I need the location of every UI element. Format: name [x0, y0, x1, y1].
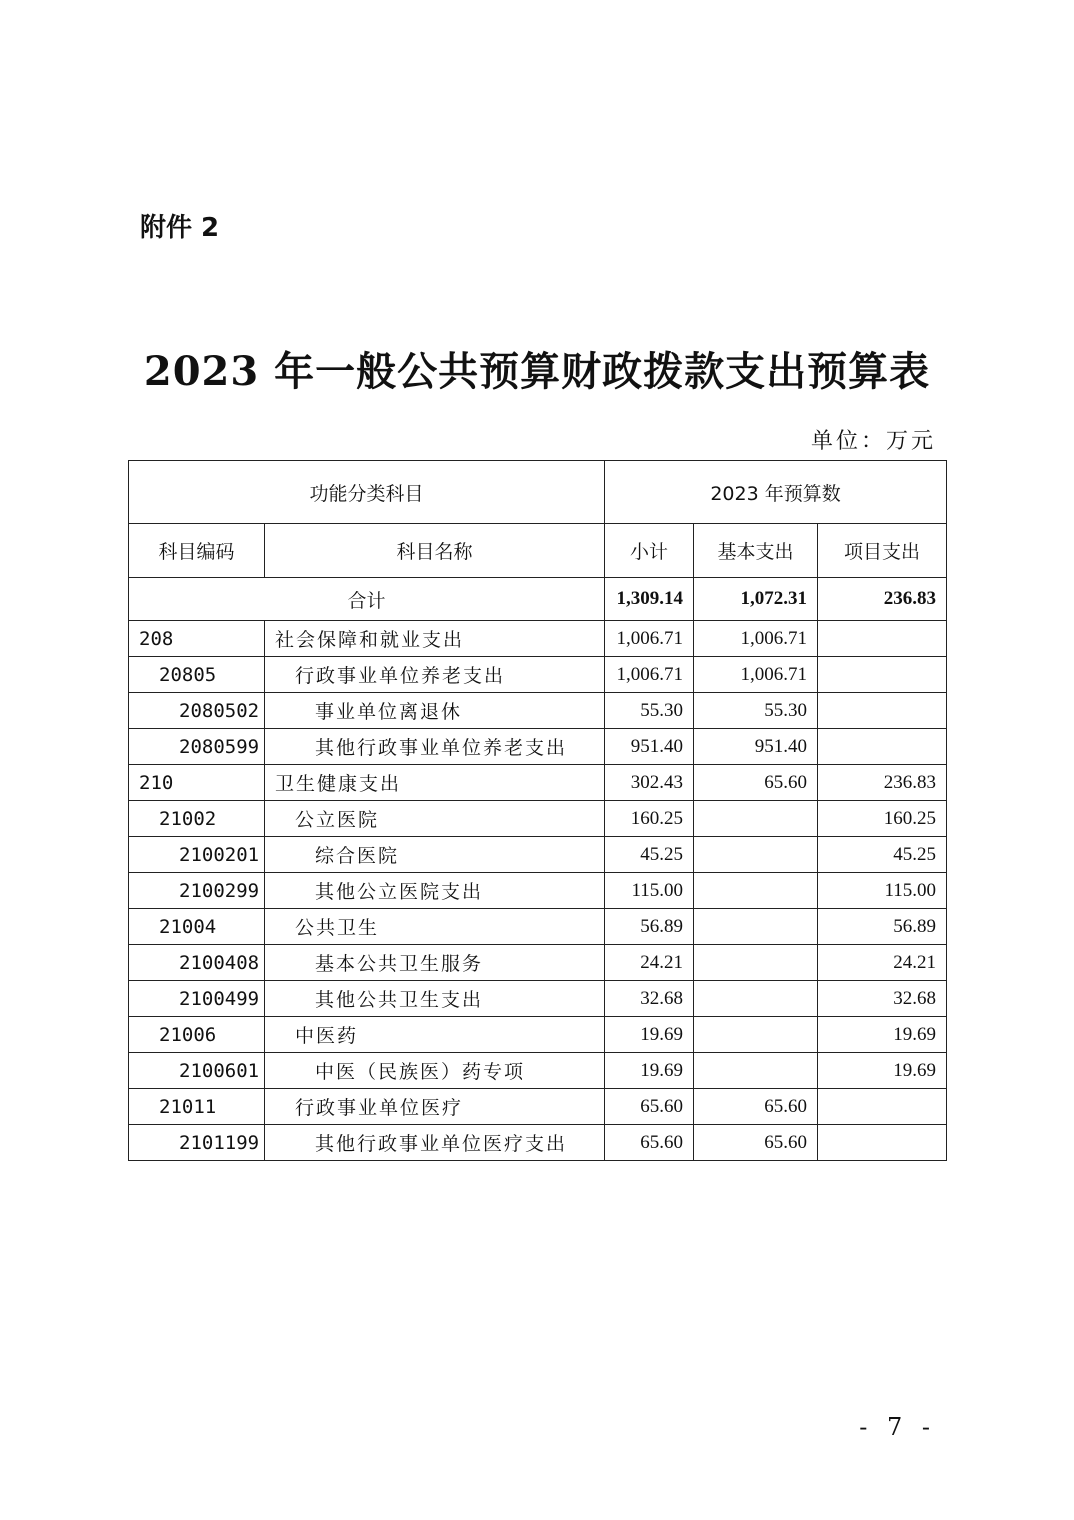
row-code: 210 [129, 765, 265, 801]
row-name: 行政事业单位养老支出 [265, 657, 605, 693]
row-name: 其他公立医院支出 [265, 873, 605, 909]
row-name: 基本公共卫生服务 [265, 945, 605, 981]
row-subtotal: 32.68 [605, 981, 694, 1017]
row-subtotal: 1,006.71 [605, 657, 694, 693]
basic-column-header: 基本支出 [694, 524, 818, 578]
table-row [129, 621, 947, 657]
table-row [129, 693, 947, 729]
row-name: 中医（民族医）药专项 [265, 1053, 605, 1089]
row-project: 24.21 [818, 945, 947, 981]
row-name: 社会保障和就业支出 [265, 621, 605, 657]
row-basic: 65.60 [694, 765, 818, 801]
row-project: 45.25 [818, 837, 947, 873]
table-row [129, 981, 947, 1017]
row-subtotal: 115.00 [605, 873, 694, 909]
row-name: 其他行政事业单位养老支出 [265, 729, 605, 765]
row-name: 中医药 [265, 1017, 605, 1053]
row-project [818, 1125, 947, 1161]
budget-table [128, 460, 947, 1161]
table-row [129, 1125, 947, 1161]
function-category-header: 功能分类科目 [129, 461, 605, 524]
row-name: 公共卫生 [265, 909, 605, 945]
row-subtotal: 302.43 [605, 765, 694, 801]
group-header-row [129, 461, 947, 524]
row-subtotal: 56.89 [605, 909, 694, 945]
row-name: 行政事业单位医疗 [265, 1089, 605, 1125]
table-row [129, 1089, 947, 1125]
attachment-label: 附件 2 [140, 213, 220, 243]
row-code: 2100408 [129, 945, 265, 981]
table-row [129, 657, 947, 693]
row-basic [694, 873, 818, 909]
row-subtotal: 65.60 [605, 1125, 694, 1161]
total-label: 合计 [129, 578, 605, 621]
row-subtotal: 24.21 [605, 945, 694, 981]
code-column-header: 科目编码 [129, 524, 265, 578]
table-row [129, 1017, 947, 1053]
row-basic: 65.60 [694, 1089, 818, 1125]
row-project: 19.69 [818, 1017, 947, 1053]
total-subtotal: 1,309.14 [605, 578, 694, 621]
total-row [129, 578, 947, 621]
row-project [818, 621, 947, 657]
row-basic: 55.30 [694, 693, 818, 729]
total-project: 236.83 [818, 578, 947, 621]
row-name: 公立医院 [265, 801, 605, 837]
row-basic: 1,006.71 [694, 657, 818, 693]
budget-2023-header: 2023 年预算数 [605, 461, 947, 524]
row-project [818, 657, 947, 693]
row-code: 2100299 [129, 873, 265, 909]
column-header-row [129, 524, 947, 578]
row-subtotal: 55.30 [605, 693, 694, 729]
page-number: - 7 - [859, 1413, 936, 1441]
row-subtotal: 1,006.71 [605, 621, 694, 657]
row-basic [694, 981, 818, 1017]
row-code: 21011 [129, 1089, 265, 1125]
row-code: 21006 [129, 1017, 265, 1053]
row-basic [694, 909, 818, 945]
row-subtotal: 65.60 [605, 1089, 694, 1125]
row-code: 21004 [129, 909, 265, 945]
row-code: 2080599 [129, 729, 265, 765]
table-row [129, 729, 947, 765]
row-subtotal: 19.69 [605, 1053, 694, 1089]
table-row [129, 873, 947, 909]
row-project: 160.25 [818, 801, 947, 837]
row-code: 2101199 [129, 1125, 265, 1161]
row-project [818, 693, 947, 729]
table-row [129, 909, 947, 945]
row-project: 56.89 [818, 909, 947, 945]
row-code: 2100601 [129, 1053, 265, 1089]
table-row [129, 945, 947, 981]
row-name: 其他公共卫生支出 [265, 981, 605, 1017]
row-project: 115.00 [818, 873, 947, 909]
table-row [129, 765, 947, 801]
row-basic [694, 1017, 818, 1053]
row-name: 综合医院 [265, 837, 605, 873]
row-name: 卫生健康支出 [265, 765, 605, 801]
row-code: 208 [129, 621, 265, 657]
name-column-header: 科目名称 [265, 524, 605, 578]
row-basic [694, 1053, 818, 1089]
row-code: 21002 [129, 801, 265, 837]
row-code: 2080502 [129, 693, 265, 729]
total-basic: 1,072.31 [694, 578, 818, 621]
row-basic: 65.60 [694, 1125, 818, 1161]
row-subtotal: 45.25 [605, 837, 694, 873]
row-name: 事业单位离退休 [265, 693, 605, 729]
row-basic [694, 945, 818, 981]
row-subtotal: 951.40 [605, 729, 694, 765]
unit-label: 单位：万元 [810, 429, 936, 454]
table-row [129, 837, 947, 873]
row-name: 其他行政事业单位医疗支出 [265, 1125, 605, 1161]
row-project: 19.69 [818, 1053, 947, 1089]
row-subtotal: 160.25 [605, 801, 694, 837]
row-project: 32.68 [818, 981, 947, 1017]
row-code: 2100201 [129, 837, 265, 873]
row-project [818, 729, 947, 765]
row-basic: 1,006.71 [694, 621, 818, 657]
row-basic [694, 837, 818, 873]
row-code: 20805 [129, 657, 265, 693]
row-basic [694, 801, 818, 837]
page-title: 2023 年一般公共预算财政拨款支出预算表 [143, 348, 931, 395]
row-code: 2100499 [129, 981, 265, 1017]
table-row [129, 1053, 947, 1089]
row-basic: 951.40 [694, 729, 818, 765]
row-subtotal: 19.69 [605, 1017, 694, 1053]
row-project [818, 1089, 947, 1125]
row-project: 236.83 [818, 765, 947, 801]
table-row [129, 801, 947, 837]
project-column-header: 项目支出 [818, 524, 947, 578]
subtotal-column-header: 小计 [605, 524, 694, 578]
